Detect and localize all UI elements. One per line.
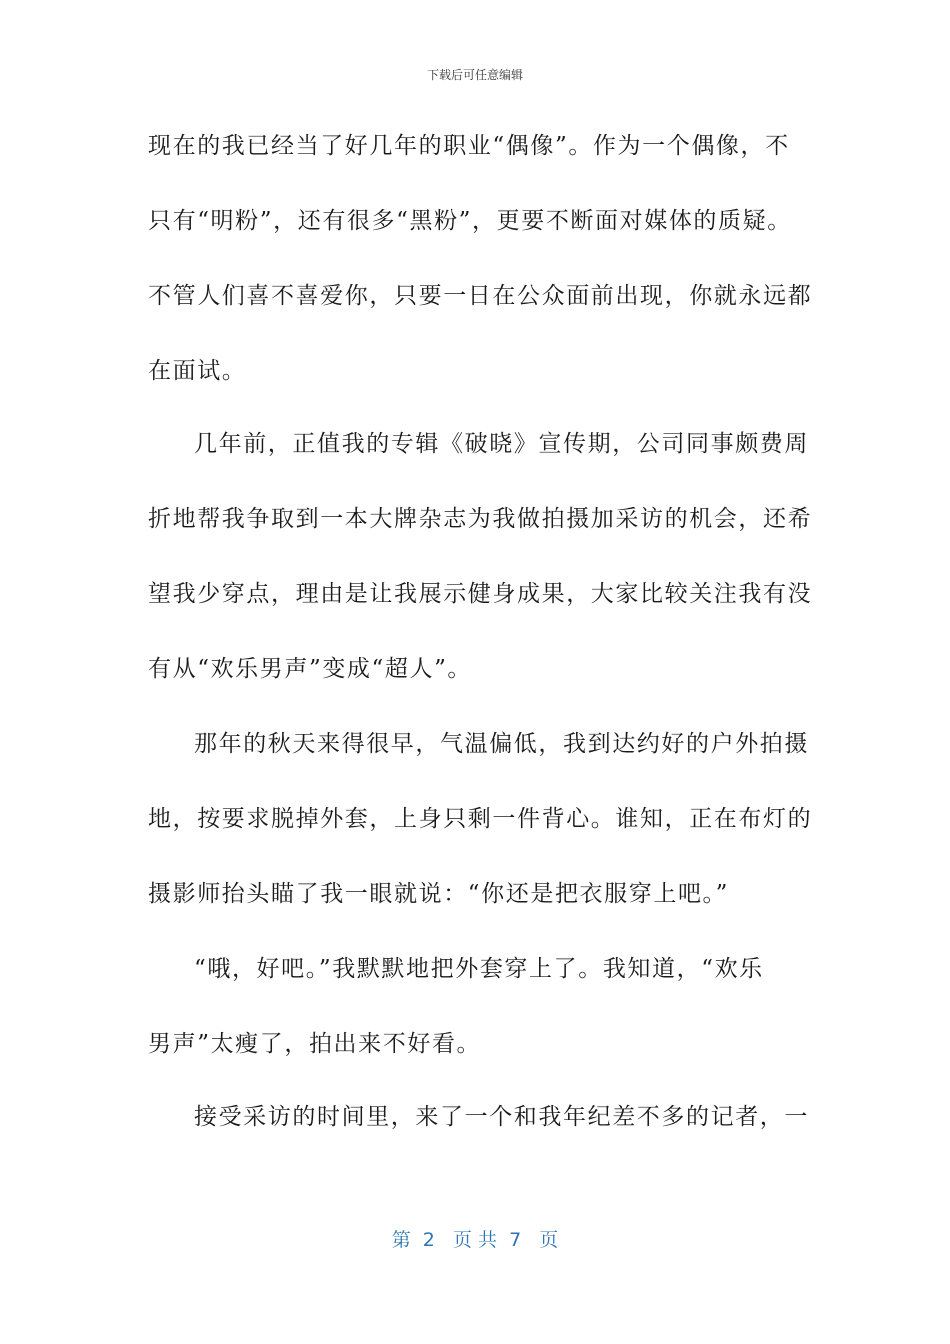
body-line: 不管人们喜不喜爱你，只要一日在公众面前出现，你就永远都 [148, 283, 813, 309]
body-line: 男声”太瘦了，拍出来不好看。 [148, 1031, 482, 1057]
body-line-paragraph-start: 几年前，正值我的专辑《破晓》宣传期，公司同事颇费周 [194, 431, 809, 457]
body-line-paragraph-start: 那年的秋天来得很早，气温偏低，我到达约好的户外拍摄 [194, 731, 809, 757]
page-number-footer: 第 2 页 共 7 页 [391, 1229, 559, 1251]
body-line: 在面试。 [148, 358, 247, 384]
body-line: 望我少穿点，理由是让我展示健身成果，大家比较关注我有没 [148, 581, 813, 607]
page-header: 下载后可任意编辑 [426, 68, 523, 82]
body-line: 地，按要求脱掉外套，上身只剩一件背心。谁知，正在布灯的 [148, 806, 813, 832]
body-line-paragraph-start: 接受采访的时间里，来了一个和我年纪差不多的记者，一 [194, 1104, 809, 1130]
body-line: 现在的我已经当了好几年的职业“偶像”。作为一个偶像，不 [148, 133, 790, 159]
body-line: 摄影师抬头瞄了我一眼就说：“你还是把衣服穿上吧。” [148, 881, 730, 907]
body-line-paragraph-start: “哦，好吧。”我默默地把外套穿上了。我知道，“欢乐 [194, 956, 764, 982]
body-line: 有从“欢乐男声”变成“超人”。 [148, 656, 473, 682]
body-line: 只有“明粉”，还有很多“黑粉”，更要不断面对媒体的质疑。 [148, 208, 792, 234]
body-line: 折地帮我争取到一本大牌杂志为我做拍摄加采访的机会，还希 [148, 506, 813, 532]
